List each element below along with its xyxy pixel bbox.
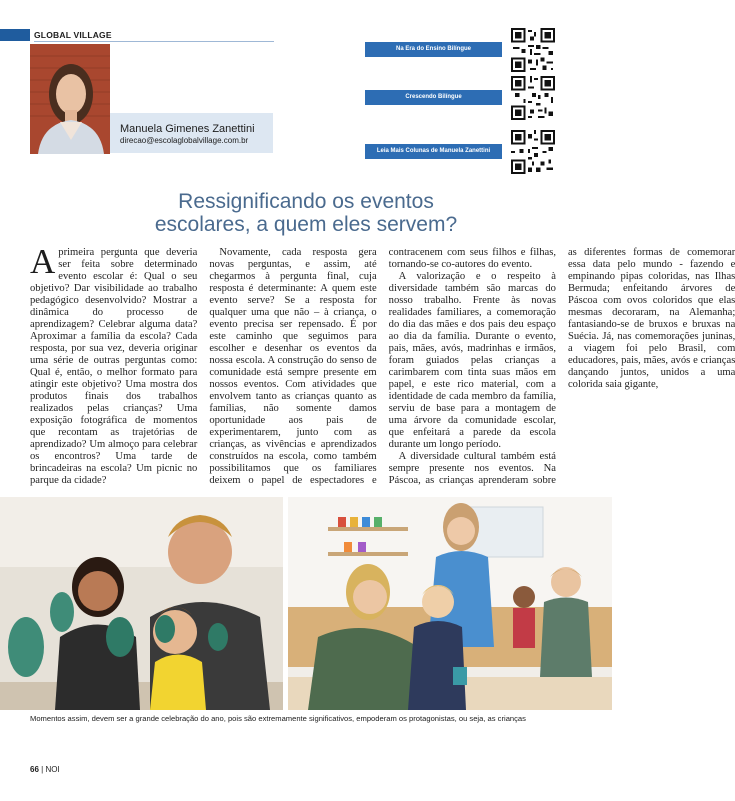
qr-code-icon[interactable] <box>511 28 555 72</box>
link-mais-colunas-button[interactable]: Leia Mais Colunas de Manuela Zanettini <box>365 144 502 159</box>
family-painting-photo <box>0 497 283 710</box>
article-title <box>60 190 552 236</box>
classroom-activity-photo <box>288 497 612 710</box>
author-info-box <box>110 113 273 153</box>
author-email[interactable]: direcao@escolaglobalvillage.com.br <box>120 136 249 145</box>
magazine-name: NOI <box>45 765 60 774</box>
link-ensino-bilingue-button[interactable]: Na Era do Ensino Bilíngue <box>365 42 502 57</box>
article-body <box>30 242 735 487</box>
article-title-line: escolares, a quem eles servem? <box>154 213 458 236</box>
article-paragraph: A valorização e o respeito à diversidade também são marcas do nosso trabalho. Frente às novas realidades familiares, a comemoração do dia das mães e dos pais deu espaço ao dia da família. Durante o evento, pais, mães, avós, madrinhas e irmãos, foram guiados pelas crianças a carimbarem com tinta suas mãos em papel, e este rico material, com a identidade de cada membro da família, serviu de base para a montagem de uma árvore da comunidade escolar, que enfeitará a parede da escola durante um longo período. <box>388 271 556 450</box>
article-paragraph: A diversidade cultural também está sempre presente nos eventos. Na Páscoa, as crianças aprenderam sobre as diferentes formas de comemorar essa data pelo mundo - fazendo e empinando pipas coloridas, nas Ilhas Bermuda; enfeitando árvores de Páscoa com ovos coloridos que elas mesmas decoraram, na Alemanha; fantasiando-se de bruxos e bruxas na Suécia. Já, nas comemorações juninas, a viagem foi pelo Brasil, com educadores, pais, mães, avós e crianças dançando juntos, unidos a uma colorida saia gigante, <box>388 247 735 486</box>
section-divider <box>34 41 274 42</box>
article-title-line: Ressignificando os eventos <box>178 190 434 213</box>
section-label: GLOBAL VILLAGE <box>34 30 112 40</box>
page-footer <box>30 765 60 774</box>
qr-code-icon[interactable] <box>511 76 555 120</box>
footer-separator: | <box>41 765 44 774</box>
qr-code-icon[interactable] <box>511 130 555 174</box>
section-accent-bar <box>0 29 30 41</box>
page-number: 66 <box>30 765 39 774</box>
drop-cap: A <box>30 242 56 281</box>
author-photo <box>30 44 110 154</box>
photo-caption: Momentos assim, devem ser a grande celebração do ano, pois são extremamente significativos, empoderam os protagonistas, ou seja, as crianças <box>30 714 526 723</box>
article-paragraph: Novamente, cada resposta gera novas perguntas, e assim, até chegarmos à pergunta final, cuja resposta é determinante: A quem este evento serve? Se a resposta for qualquer uma que não – à criança, o evento precisa ser repensado. É por este caminho que seguimos para escolher e desenhar os eventos da nossa escola. A construção do senso de comunidade está sempre presente em nossos eventos. Com atividades que envolvem tanto as crianças quanto as famílias, não somente damos oportunidade aos pais de experimentarem, junto com as crianças, as vivências e aprendizados construídos na escola, como também possibilitamos que os familiares deixem o papel de espectadores e contracenem com seus filhos e filhas, tornando-se co-autores do evento. <box>209 247 556 486</box>
author-name: Manuela Gimenes Zanettini <box>120 123 255 135</box>
link-crescendo-bilingue-button[interactable]: Crescendo Bilíngue <box>365 90 502 105</box>
article-paragraph: Aprimeira pergunta que deveria ser feita sobre determinado evento escolar é: Qual o seu objetivo? Dar visibilidade ao trabalho pedagógico desenvolvido? Mostrar a dinâmica do processo de aprendizagem? Celebrar alguma data? Aproximar a família da escola? Cada resposta, por sua vez, deveria originar uma série de outras perguntas como: Qual é, então, o melhor formato para atingir este objetivo? Uma mostra dos produtos finais dos trabalhos realizados pelas crianças? Uma exposição fotográfica de momentos que recontam as trajetórias de aprendizado? Um almoço para celebrar os encontros? Uma tarde de brincadeiras na escola? Um picnic no parque da cidade? <box>30 242 198 486</box>
